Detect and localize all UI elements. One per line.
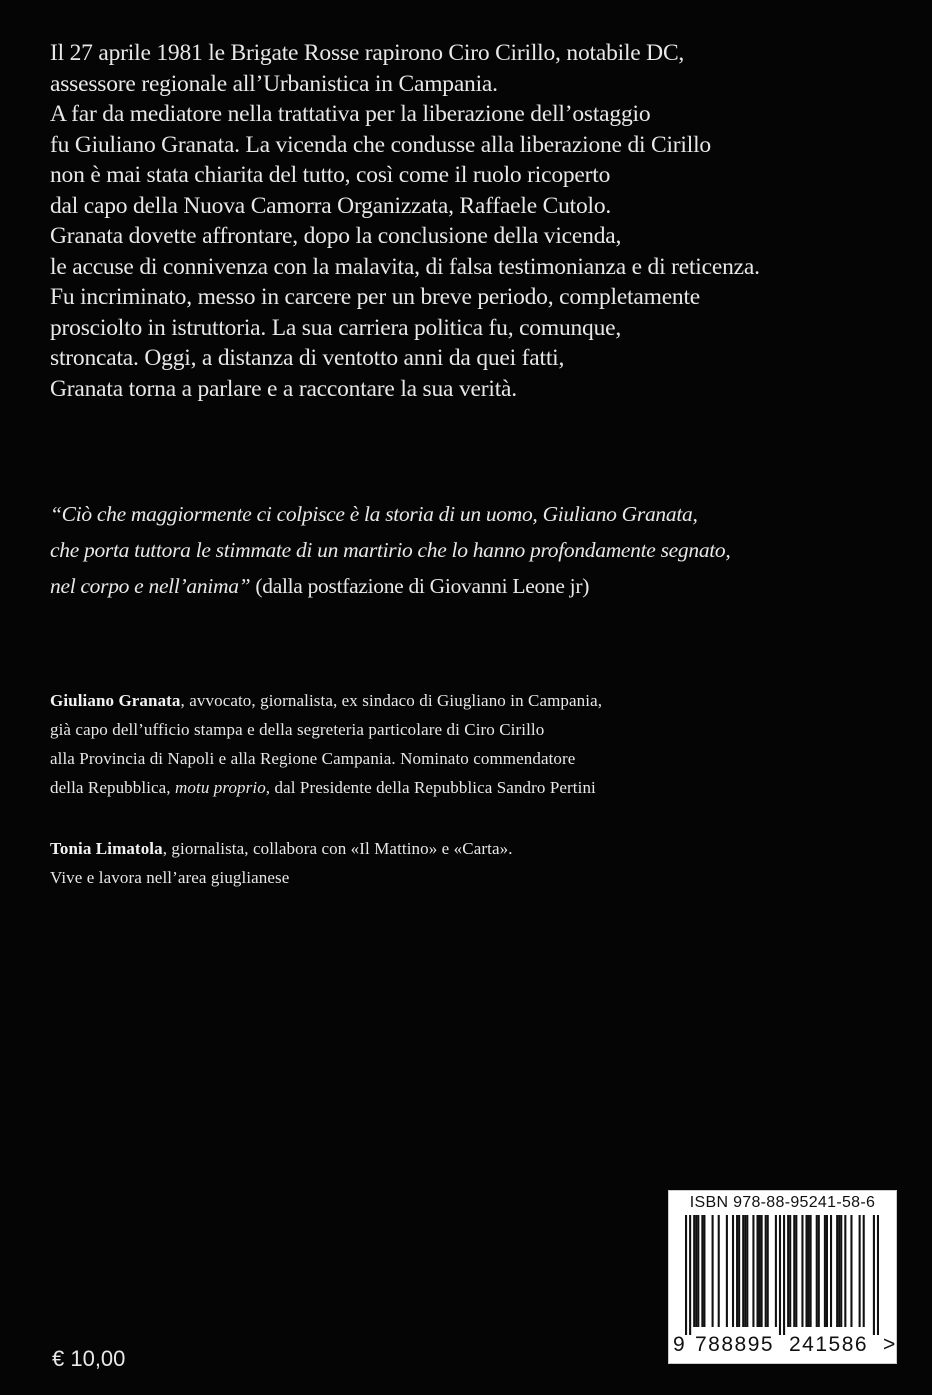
barcode-bar bbox=[844, 1215, 846, 1327]
bio-line bbox=[50, 834, 910, 863]
blurb-line: Granata torna a parlare e a raccontare la sua verità. bbox=[50, 375, 517, 402]
barcode-bar bbox=[808, 1215, 810, 1327]
barcode-bar bbox=[761, 1215, 763, 1327]
blurb bbox=[50, 38, 900, 404]
review-quote bbox=[50, 496, 910, 604]
barcode-bar bbox=[779, 1215, 781, 1335]
ean-first-digit: 9 bbox=[673, 1333, 685, 1356]
blurb-line: fu Giuliano Granata. La vicenda che condusse alla liberazione di Cirillo bbox=[50, 131, 711, 158]
blurb-line: le accuse di connivenza con la malavita, di falsa testimonianza e di reticenza. bbox=[50, 253, 760, 280]
barcode-bar bbox=[783, 1215, 785, 1335]
coauthor-bio bbox=[50, 834, 910, 892]
barcode-bar bbox=[746, 1215, 748, 1327]
barcode-bar bbox=[738, 1215, 740, 1327]
barcode-bar bbox=[863, 1215, 865, 1327]
barcode-bar bbox=[689, 1215, 691, 1335]
barcode-bar bbox=[850, 1215, 852, 1327]
quote-text: nel corpo e nell’anima” bbox=[50, 574, 251, 598]
barcode-bar bbox=[742, 1215, 744, 1327]
barcode-bar bbox=[767, 1215, 769, 1327]
barcode-bar bbox=[744, 1215, 746, 1327]
author-name: Tonia Limatola bbox=[50, 839, 163, 858]
barcode-bars bbox=[685, 1215, 879, 1335]
barcode-bar bbox=[877, 1215, 879, 1335]
blurb-line: Il 27 aprile 1981 le Brigate Rosse rapirono Ciro Cirillo, notabile DC, bbox=[50, 40, 685, 66]
barcode-bar bbox=[818, 1215, 820, 1327]
bio-text: , avvocato, giornalista, ex sindaco di Giugliano in Campania, bbox=[180, 691, 603, 710]
quote-source: (dalla postfazione di Giovanni Leone jr) bbox=[250, 574, 590, 598]
author-name: Giuliano Granata bbox=[50, 691, 181, 710]
blurb-line: stroncata. Oggi, a distanza di ventotto anni da quei fatti, bbox=[50, 345, 565, 371]
bio-text: della Repubblica, bbox=[50, 778, 176, 797]
blurb-line: non è mai stata chiarita del tutto, così come il ruolo ricoperto bbox=[50, 162, 611, 188]
barcode-bar bbox=[789, 1215, 791, 1327]
bio-text: , dal Presidente della Repubblica Sandro Pertini bbox=[265, 778, 596, 797]
barcode-bar bbox=[810, 1215, 812, 1327]
bio-line: alla Provincia di Napoli e alla Regione Campania. Nominato commendatore bbox=[50, 749, 576, 768]
barcode-bar bbox=[805, 1215, 807, 1327]
price: € 10,00 bbox=[52, 1346, 126, 1371]
barcode-bar bbox=[826, 1215, 828, 1327]
blurb-line: assessore regionale all’Urbanistica in Campania. bbox=[50, 70, 498, 97]
ean-arrow: > bbox=[883, 1333, 896, 1356]
barcode-bar bbox=[752, 1215, 754, 1327]
barcode-bar bbox=[756, 1215, 758, 1327]
barcode-bar bbox=[685, 1215, 687, 1335]
barcode-bar bbox=[697, 1215, 699, 1327]
blurb-line: Fu incriminato, messo in carcere per un breve periodo, completamente bbox=[50, 284, 701, 310]
barcode-bar bbox=[840, 1215, 842, 1327]
quote-line bbox=[50, 568, 910, 604]
barcode-bar bbox=[736, 1215, 738, 1327]
barcode-bar bbox=[775, 1215, 777, 1327]
barcode-bar bbox=[787, 1215, 789, 1327]
isbn-barcode bbox=[668, 1190, 897, 1364]
barcode-bar bbox=[873, 1215, 875, 1335]
quote-text: che porta tuttora le stimmate di un martirio che lo hanno profondamente segnato, bbox=[50, 538, 731, 562]
ean-right-group: 241586 bbox=[789, 1333, 869, 1356]
bio-line: Vive e lavora nell’area giuglianese bbox=[50, 868, 290, 887]
barcode-bar bbox=[765, 1215, 767, 1327]
bio-italic: motu proprio bbox=[175, 778, 266, 797]
bio-line: già capo dell’ufficio stampa e della segreteria particolare di Ciro Cirillo bbox=[50, 720, 545, 739]
barcode-bar bbox=[838, 1215, 840, 1327]
barcode-bar bbox=[793, 1215, 795, 1327]
author-bio bbox=[50, 686, 910, 802]
barcode-bar bbox=[859, 1215, 861, 1327]
bio-line bbox=[50, 773, 910, 802]
barcode-bar bbox=[701, 1215, 703, 1327]
quote-line bbox=[50, 532, 910, 568]
barcode-bar bbox=[759, 1215, 761, 1327]
quote-line bbox=[50, 496, 910, 532]
barcode-bar bbox=[718, 1215, 720, 1327]
quote-text: “Ciò che maggiormente ci colpisce è la storia di un uomo, Giuliano Granata, bbox=[50, 502, 698, 526]
barcode-bar bbox=[824, 1215, 826, 1327]
barcode-bar bbox=[830, 1215, 832, 1327]
blurb-line: A far da mediatore nella trattativa per la liberazione dell’ostaggio bbox=[50, 101, 651, 127]
blurb-line: prosciolto in istruttoria. La sua carriera politica fu, comunque, bbox=[50, 314, 622, 341]
blurb-line: Granata dovette affrontare, dopo la conclusione della vicenda, bbox=[50, 223, 622, 249]
barcode-bar bbox=[712, 1215, 714, 1327]
barcode-bar bbox=[726, 1215, 728, 1327]
barcode-bar bbox=[695, 1215, 697, 1327]
barcode-bar bbox=[801, 1215, 803, 1327]
barcode-bar bbox=[732, 1215, 734, 1327]
isbn-label: ISBN 978-88-95241-58-6 bbox=[689, 1194, 876, 1211]
bio-text: , giornalista, collabora con «Il Mattino» e «Carta». bbox=[162, 839, 513, 858]
barcode-bar bbox=[836, 1215, 838, 1327]
barcode-bar bbox=[703, 1215, 705, 1327]
blurb-line: dal capo della Nuova Camorra Organizzata, Raffaele Cutolo. bbox=[50, 192, 612, 219]
ean-left-group: 788895 bbox=[695, 1333, 775, 1356]
bio-line bbox=[50, 686, 910, 715]
barcode-bar bbox=[816, 1215, 818, 1327]
barcode-bar bbox=[795, 1215, 797, 1327]
barcode-bar bbox=[693, 1215, 695, 1327]
